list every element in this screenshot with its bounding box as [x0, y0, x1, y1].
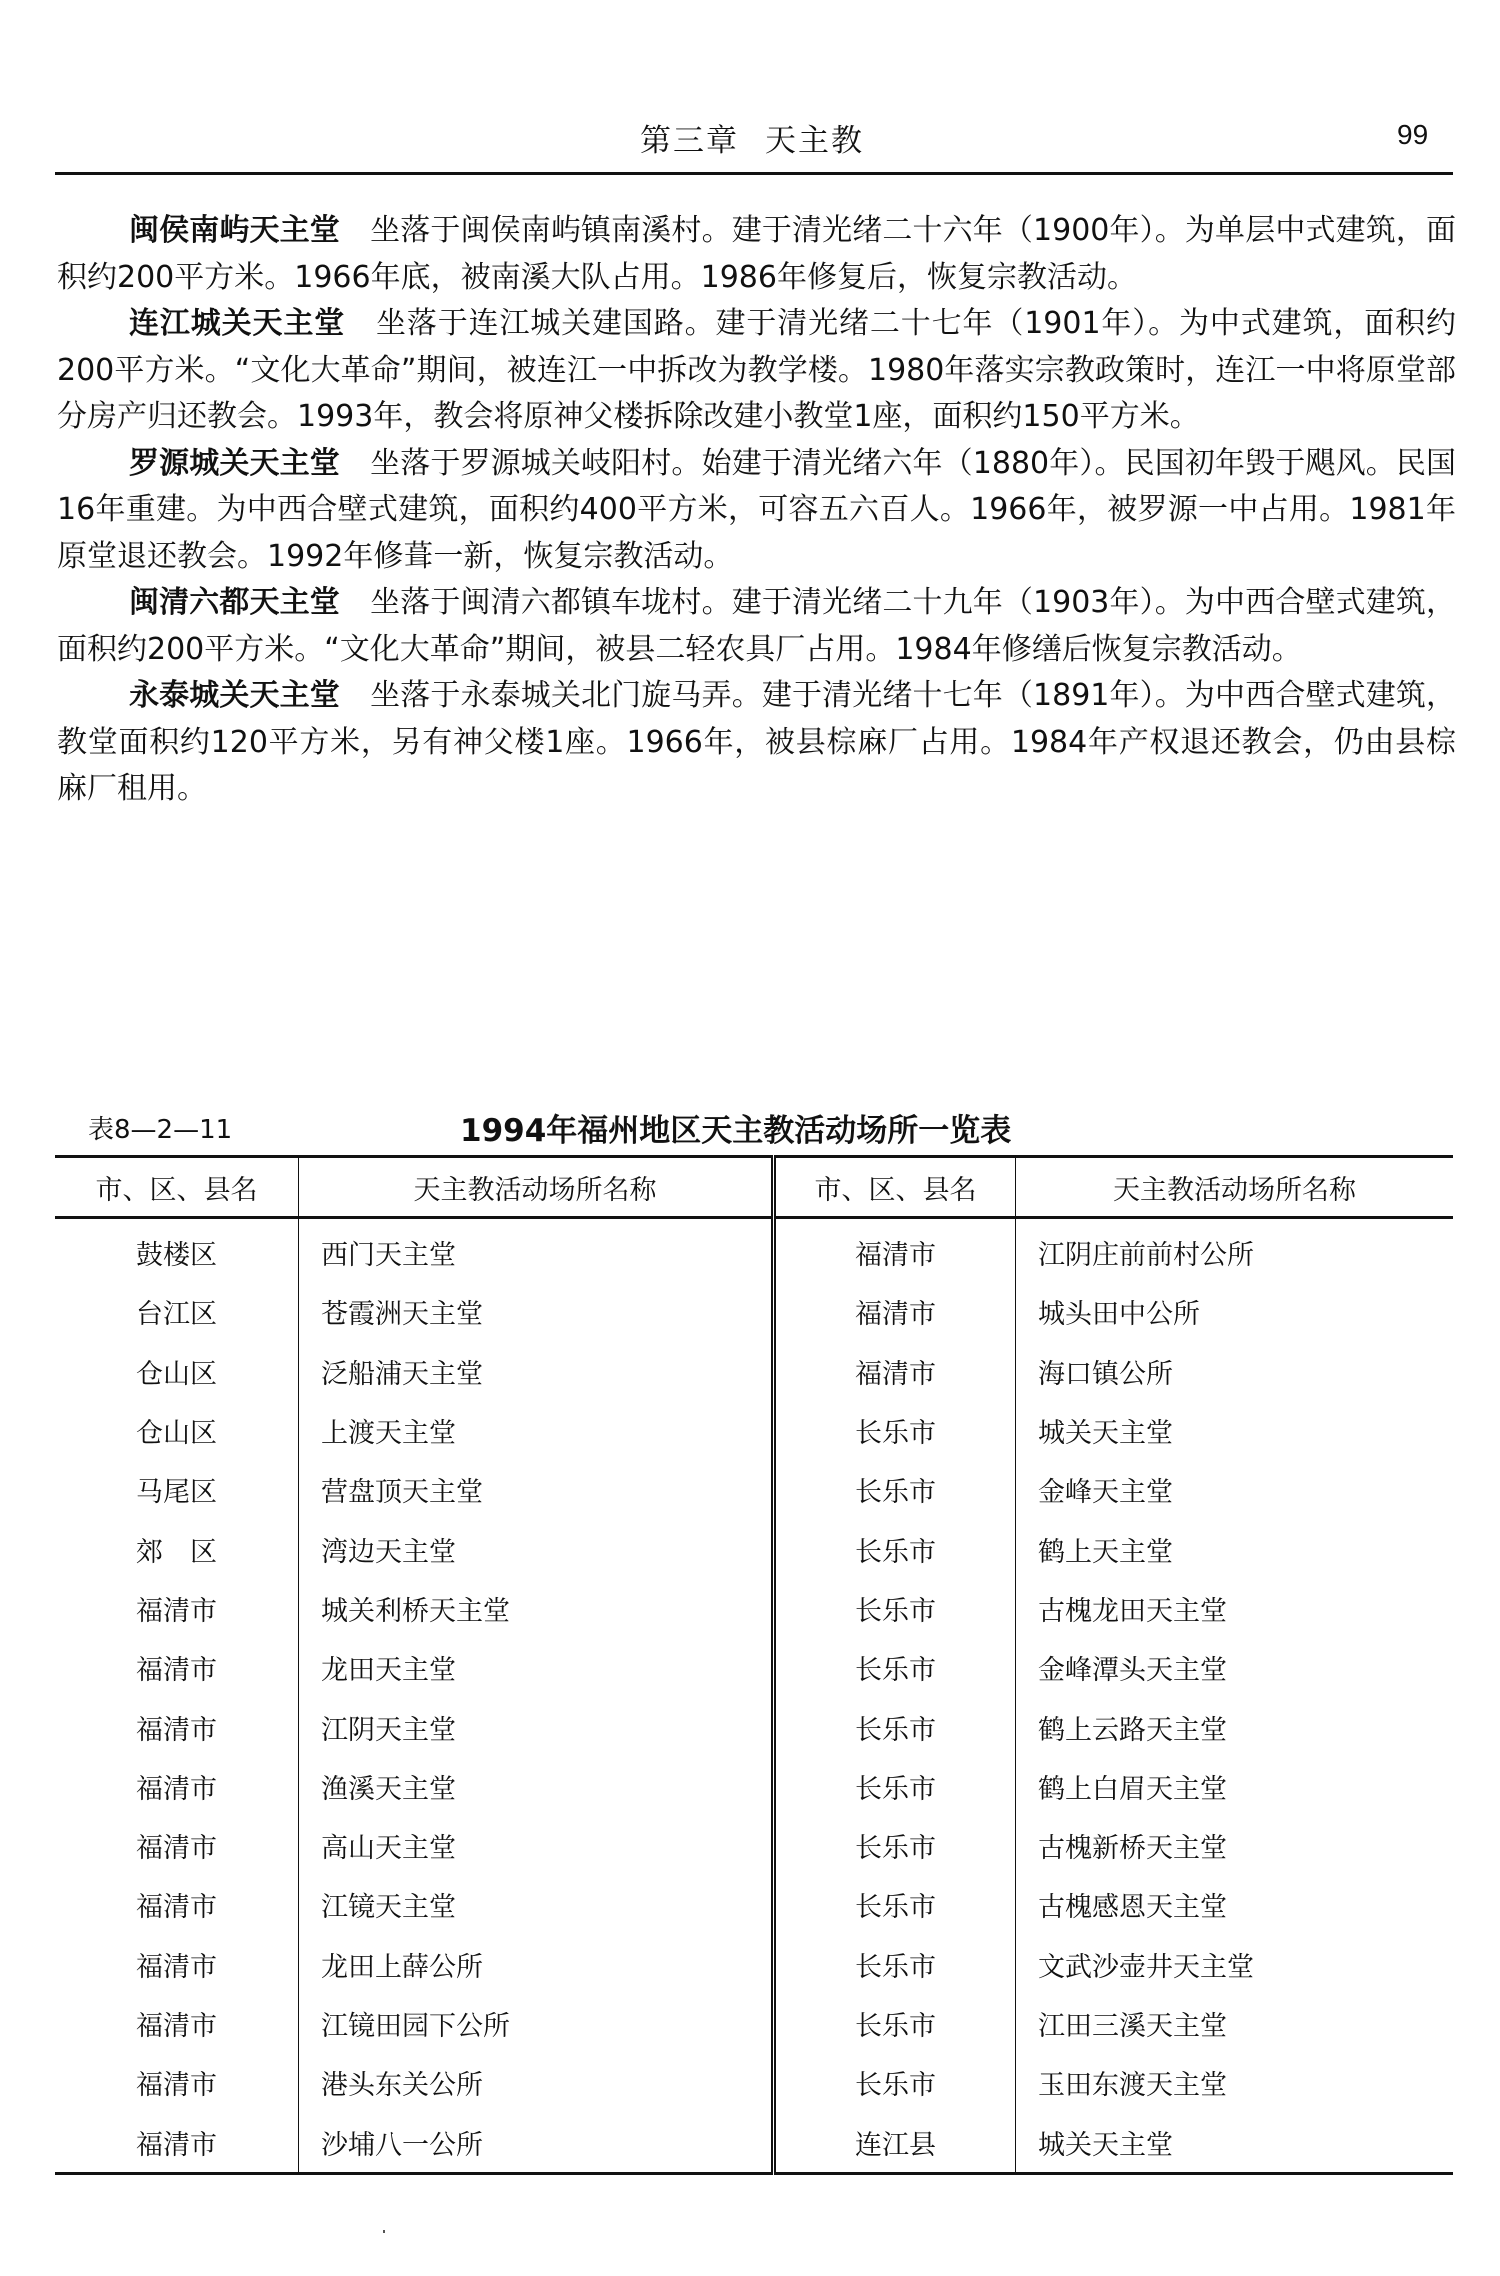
paragraph-text: 坐落于闽清六都镇车垅村。建于清光绪二十九年（1903年）。为中西合壁式建筑，面积约200平方米。“文化大革命”期间，被县二轻农具厂占用。1984年修缮后恢复宗教活动。: [57, 585, 1457, 667]
cell-district: 长乐市: [774, 1519, 1016, 1578]
cell-site-name: 古槐新桥天主堂: [1016, 1816, 1454, 1875]
cell-district: 长乐市: [774, 1994, 1016, 2053]
cell-district: 长乐市: [774, 1757, 1016, 1816]
cell-site-name: 玉田东渡天主堂: [1016, 2053, 1454, 2112]
cell-district: 长乐市: [774, 2053, 1016, 2112]
paragraph-text: 坐落于永泰城关北门旋马弄。建于清光绪十七年（1891年）。为中西合壁式建筑，教堂面积约120平方米，另有神父楼1座。1966年，被县棕麻厂占用。1984年产权退还教会，仍由县棕麻厂租用。: [57, 678, 1457, 806]
cell-district: 长乐市: [774, 1638, 1016, 1697]
cell-site-name: 城关天主堂: [1016, 2112, 1454, 2173]
cell-district: 福清市: [774, 1218, 1016, 1283]
paragraph-text: 坐落于闽侯南屿镇南溪村。建于清光绪二十六年（1900年）。为单层中式建筑，面积约200平方米。1966年底，被南溪大队占用。1986年修复后，恢复宗教活动。: [57, 213, 1457, 295]
cell-district: 福清市: [136, 1833, 217, 1865]
cell-site-name: 城关天主堂: [1016, 1401, 1454, 1460]
cell-site-name: 鹤上云路天主堂: [1016, 1697, 1454, 1756]
cell-district: 台江区: [136, 1299, 217, 1331]
table-row: [55, 2112, 1453, 2173]
cell-site-name: 营盘顶天主堂: [299, 1460, 774, 1519]
cell-district: 福清市: [136, 1655, 217, 1687]
paragraph-text: 坐落于罗源城关岐阳村。始建于清光绪六年（1880年）。民国初年毁于飓风。民国16年重建。为中西合壁式建筑，面积约400平方米，可容五六百人。1966年，被罗源一中占用。1981年原堂退还教会。1992年修葺一新，恢复宗教活动。: [57, 445, 1457, 574]
cell-district: 福清市: [136, 2070, 217, 2102]
cell-district: 马尾区: [136, 1477, 217, 1509]
paragraph-lead: 永泰城关天主堂: [129, 678, 340, 713]
scan-speck: [383, 2230, 385, 2233]
table-body: [55, 1218, 1453, 2174]
table-row: [55, 1218, 1453, 1283]
cell-site-name: 上渡天主堂: [299, 1401, 774, 1460]
cell-site-name: 渔溪天主堂: [299, 1757, 774, 1816]
paragraph-minhou-nanyu: [57, 208, 1456, 301]
cell-site-name: 江镜田园下公所: [299, 1994, 774, 2053]
cell-site-name: 鹤上白眉天主堂: [1016, 1757, 1454, 1816]
cell-site-name: 古槐感恩天主堂: [1016, 1875, 1454, 1934]
table-row: [55, 1757, 1453, 1816]
cell-site-name: 鹤上天主堂: [1016, 1519, 1454, 1578]
cell-site-name: 城关利桥天主堂: [299, 1579, 774, 1638]
running-head: [0, 115, 1500, 165]
table-row: [55, 1282, 1453, 1341]
header-district: 市、区、县名: [55, 1157, 299, 1218]
header-district: 市、区、县名: [774, 1157, 1016, 1218]
cell-district: 长乐市: [774, 1579, 1016, 1638]
cell-district: 长乐市: [774, 1460, 1016, 1519]
table-row: [55, 1994, 1453, 2053]
table-row: [55, 1460, 1453, 1519]
page-number: 99: [1397, 119, 1429, 150]
cell-district: 鼓楼区: [136, 1240, 217, 1272]
chapter-title: 天主教: [765, 123, 864, 159]
paragraph-lead: 连江城关天主堂: [129, 306, 346, 341]
cell-site-name: 文武沙壶井天主堂: [1016, 1935, 1454, 1994]
cell-district: 长乐市: [774, 1875, 1016, 1934]
cell-site-name: 苍霞洲天主堂: [299, 1282, 774, 1341]
paragraph-yongtai-chengguan: [57, 673, 1456, 813]
table-row: [55, 1401, 1453, 1460]
cell-district: 福清市: [136, 1595, 217, 1627]
cell-district: 福清市: [774, 1342, 1016, 1401]
cell-site-name: 江阴天主堂: [299, 1697, 774, 1756]
cell-site-name: 西门天主堂: [299, 1218, 774, 1283]
cell-site-name: 江阴庄前前村公所: [1016, 1218, 1454, 1283]
cell-district: 福清市: [136, 1714, 217, 1746]
cell-district: 长乐市: [774, 1697, 1016, 1756]
cell-site-name: 海口镇公所: [1016, 1342, 1454, 1401]
table-title: 1994年福州地区天主教活动场所一览表: [460, 1113, 1012, 1149]
cell-district: 仓山区: [136, 1358, 217, 1390]
table-header-row: [55, 1157, 1453, 1218]
header-rule: [55, 172, 1453, 175]
cell-site-name: 江田三溪天主堂: [1016, 1994, 1454, 2053]
table-row: [55, 1638, 1453, 1697]
cell-site-name: 金峰潭头天主堂: [1016, 1638, 1454, 1697]
cell-site-name: 沙埔八一公所: [299, 2112, 774, 2173]
cell-district: 长乐市: [774, 1816, 1016, 1875]
cell-district: 仓山区: [136, 1418, 217, 1450]
running-title: [640, 115, 864, 160]
body-text: [57, 208, 1456, 813]
cell-district: 福清市: [136, 2129, 217, 2161]
table-row: [55, 2053, 1453, 2112]
paragraph-text: 坐落于连江城关建国路。建于清光绪二十七年（1901年）。为中式建筑，面积约200平方米。“文化大革命”期间，被连江一中拆改为教学楼。1980年落实宗教政策时，连江一中将原堂部分房产归还教会。1993年，教会将原神父楼拆除改建小教堂1座，面积约150平方米。: [57, 306, 1456, 434]
table-caption: [88, 1105, 1458, 1149]
header-site-name: 天主教活动场所名称: [299, 1157, 774, 1218]
table-row: [55, 1816, 1453, 1875]
catholic-sites-table: [55, 1155, 1453, 2175]
cell-district: 连江县: [774, 2112, 1016, 2173]
cell-district: 福清市: [136, 1892, 217, 1924]
paragraph-lead: 罗源城关天主堂: [129, 445, 340, 481]
table-row: [55, 1519, 1453, 1578]
cell-district: 长乐市: [774, 1935, 1016, 1994]
table-row: [55, 1579, 1453, 1638]
cell-site-name: 高山天主堂: [299, 1816, 774, 1875]
header-site-name: 天主教活动场所名称: [1016, 1157, 1454, 1218]
cell-site-name: 龙田天主堂: [299, 1638, 774, 1697]
cell-site-name: 江镜天主堂: [299, 1875, 774, 1934]
cell-district: 郊 区: [136, 1536, 217, 1568]
table-number: 表8—2—11: [88, 1115, 233, 1145]
paragraph-minqing-liudu: [57, 580, 1456, 673]
table-row: [55, 1697, 1453, 1756]
cell-district: 福清市: [136, 1773, 217, 1805]
cell-district: 福清市: [136, 1951, 217, 1983]
cell-site-name: 泛船浦天主堂: [299, 1342, 774, 1401]
cell-site-name: 湾边天主堂: [299, 1519, 774, 1578]
cell-site-name: 港头东关公所: [299, 2053, 774, 2112]
paragraph-lead: 闽侯南屿天主堂: [129, 213, 340, 248]
chapter-label: 第三章: [640, 123, 739, 159]
paragraph-lead: 闽清六都天主堂: [129, 585, 340, 620]
table-row: [55, 1935, 1453, 1994]
cell-district: 福清市: [774, 1282, 1016, 1341]
cell-site-name: 龙田上薛公所: [299, 1935, 774, 1994]
cell-site-name: 城头田中公所: [1016, 1282, 1454, 1341]
cell-site-name: 金峰天主堂: [1016, 1460, 1454, 1519]
cell-district: 福清市: [136, 2011, 217, 2042]
paragraph-lianjiang-chengguan: [57, 301, 1456, 441]
table-row: [55, 1342, 1453, 1401]
cell-site-name: 古槐龙田天主堂: [1016, 1579, 1454, 1638]
table-row: [55, 1875, 1453, 1934]
cell-district: 长乐市: [774, 1401, 1016, 1460]
paragraph-luoyuan-chengguan: [57, 441, 1456, 581]
